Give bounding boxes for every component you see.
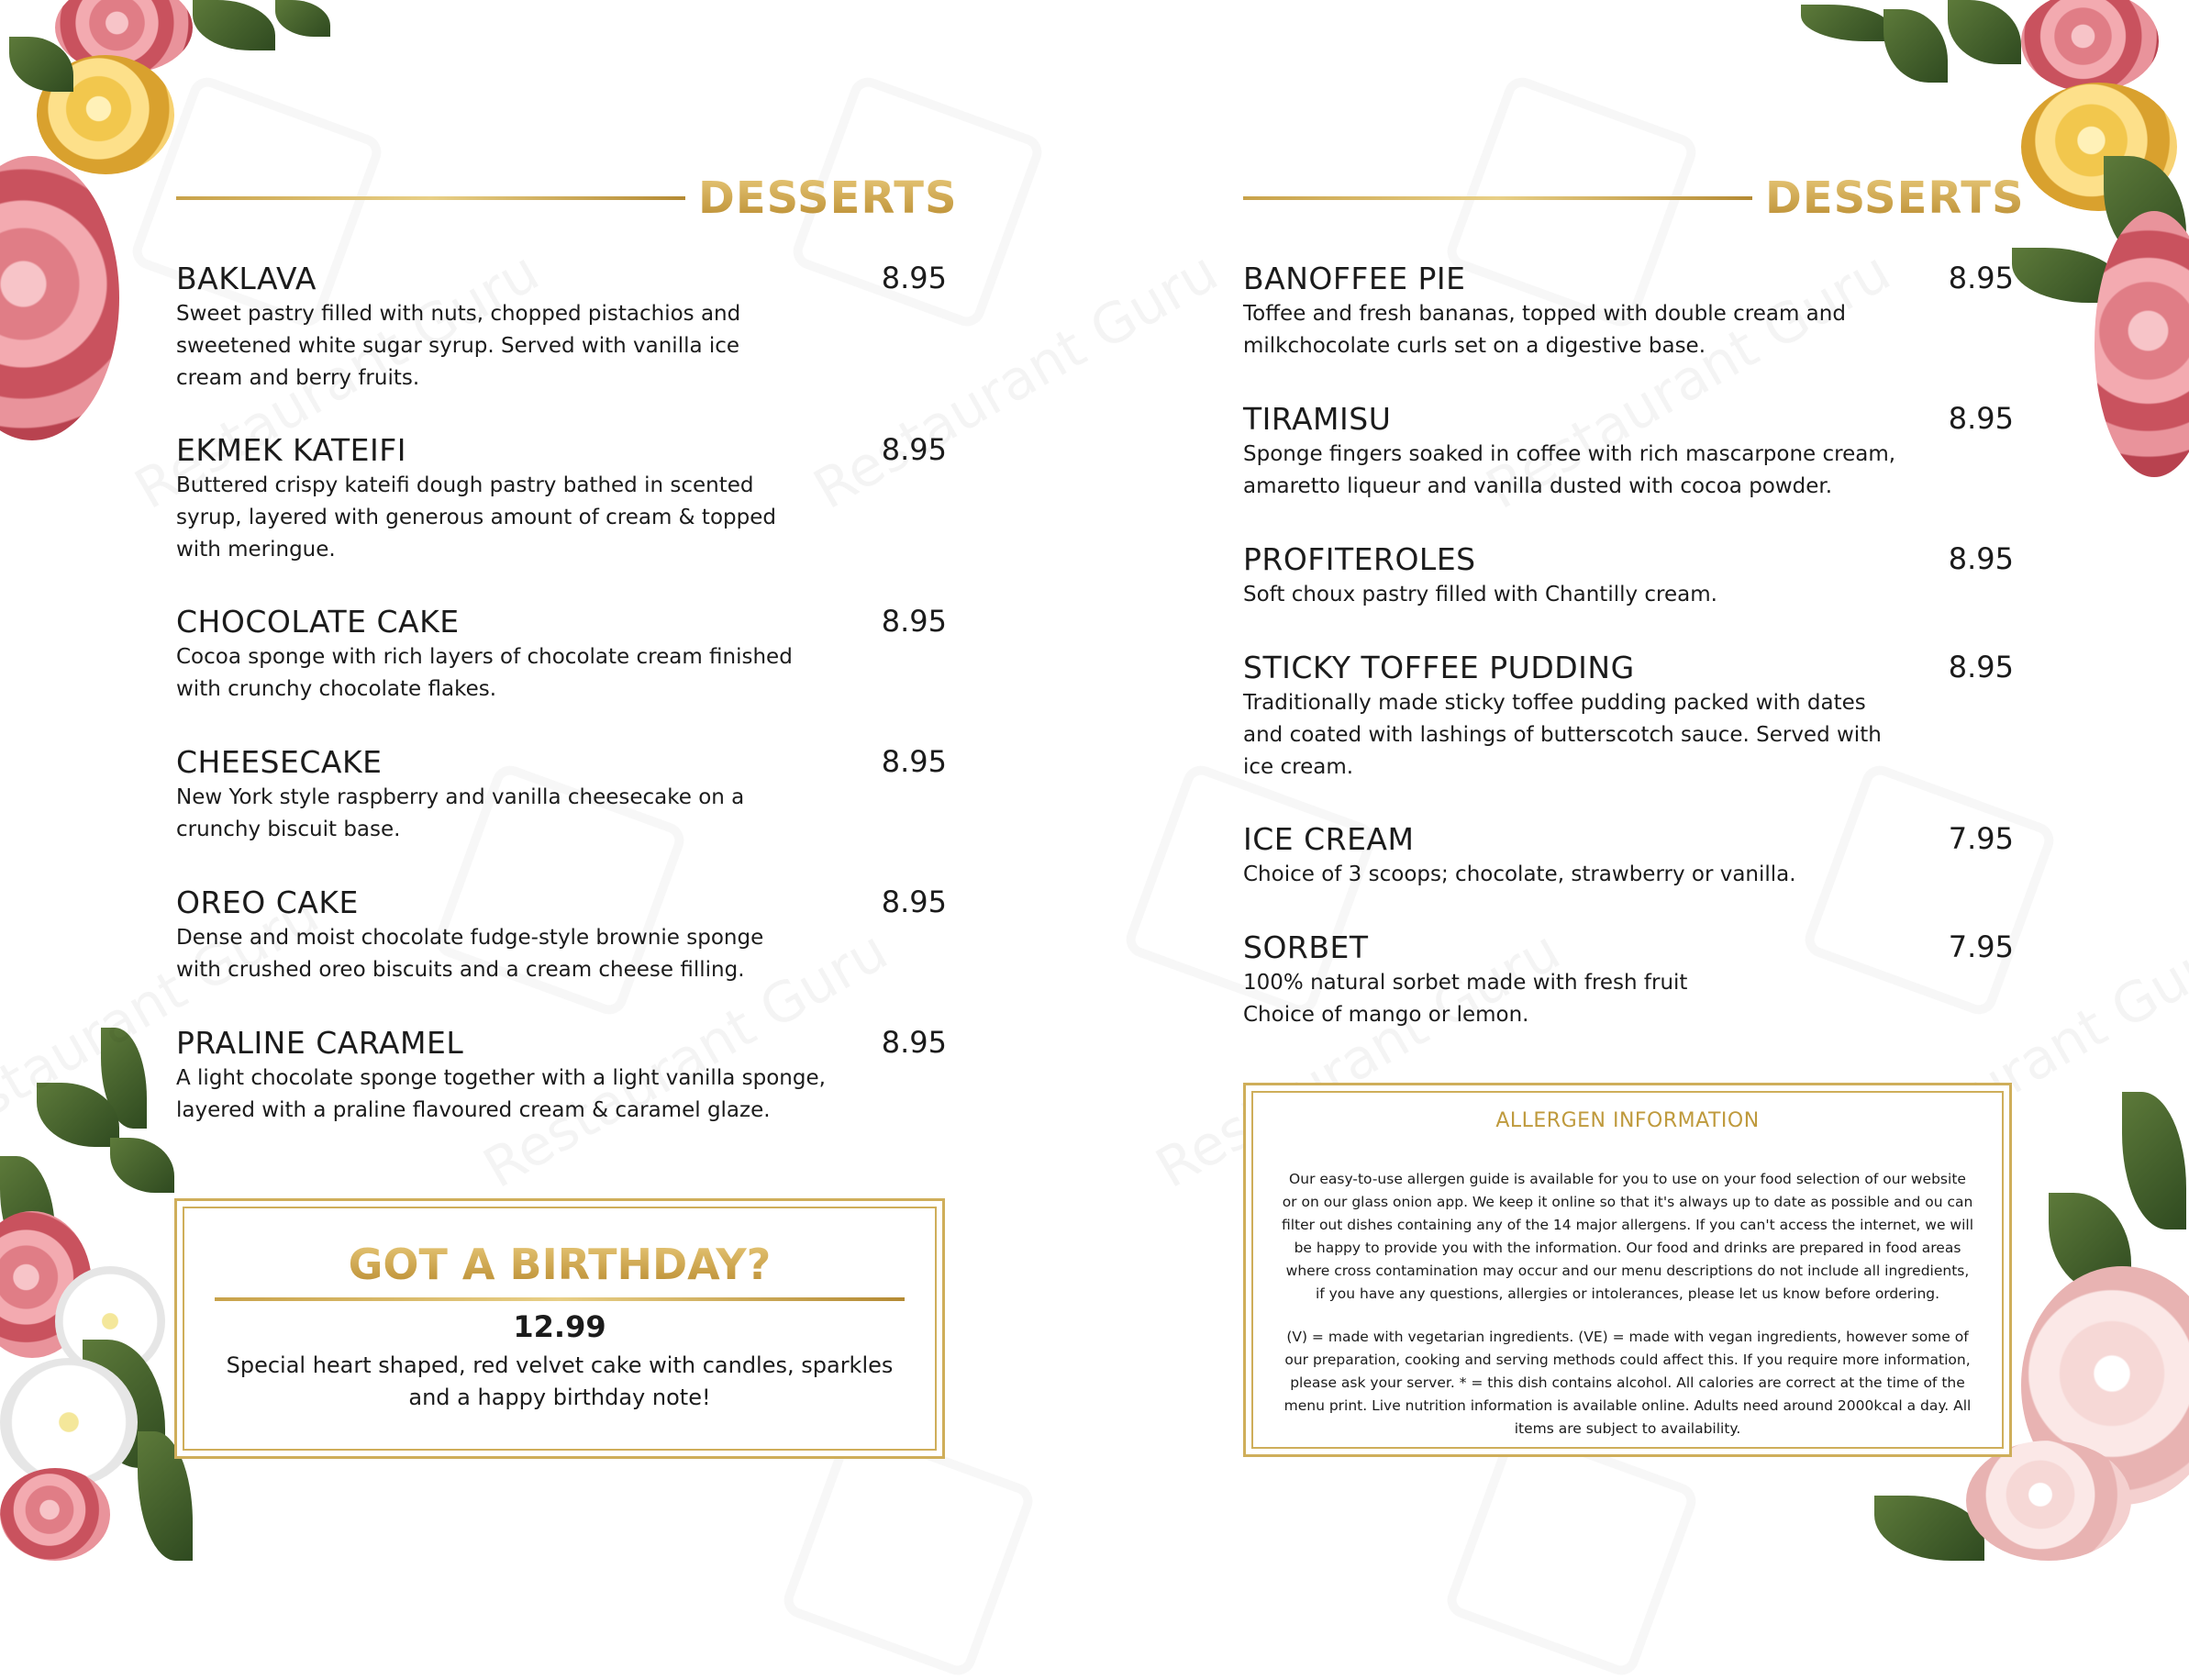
item-price: 8.95 [1948, 401, 2014, 436]
item-name: EKMEK KATEIFI [176, 432, 406, 468]
item-description: 100% natural sorbet made with fresh fruit Choice of mango or lemon. [1243, 971, 1688, 1027]
rose-decoration [2021, 0, 2159, 92]
item-price: 8.95 [881, 604, 947, 639]
birthday-title: GOT A BIRTHDAY? [177, 1240, 942, 1289]
menu-item [1243, 401, 2014, 503]
item-price: 8.95 [881, 261, 947, 295]
item-price: 8.95 [1948, 650, 2014, 684]
leaf-decoration [110, 1138, 174, 1193]
leaf-decoration [1801, 5, 1893, 41]
allergen-legend: (V) = made with vegetarian ingredients. (VE) = made with vegan ingredients, however some of our preparation, cooking and serving methods could affect this. If you require more information, please ask your server. * = this dish contains alcohol. All calories are correct at the time of the menu print. Live nutrition information is available online. Adults need around 2000kcal a day. All items are subject to availability. [1283, 1329, 1972, 1437]
lily-decoration [0, 1358, 138, 1486]
item-name: BANOFFEE PIE [1243, 261, 1466, 296]
rose-decoration [2095, 211, 2189, 477]
item-price: 7.95 [1948, 929, 2014, 964]
rose-decoration [0, 1468, 110, 1561]
item-description: A light chocolate sponge together with a light vanilla sponge, layered with a praline flavoured cream & caramel glaze. [176, 1066, 826, 1122]
item-description: Buttered crispy kateifi dough pastry bathed in scented syrup, layered with generous amount of cream & topped with meringue. [176, 473, 776, 562]
item-price: 8.95 [1948, 541, 2014, 576]
allergen-box [1243, 1083, 2012, 1457]
item-description: Traditionally made sticky toffee pudding packed with dates and coated with lashings of butterscotch sauce. Served with ice cream. [1243, 691, 1882, 779]
item-name: TIRAMISU [1243, 401, 1392, 437]
menu-item [176, 432, 947, 566]
item-name: CHOCOLATE CAKE [176, 604, 460, 640]
birthday-price: 12.99 [513, 1309, 606, 1344]
item-price: 8.95 [881, 744, 947, 779]
item-name: CHEESECAKE [176, 744, 383, 780]
rose-decoration [0, 156, 119, 440]
birthday-box [174, 1198, 945, 1459]
leaf-decoration [1948, 0, 2021, 64]
pink-rose-decoration [1966, 1441, 2131, 1561]
right-page [1094, 0, 2189, 1561]
item-name: BAKLAVA [176, 261, 317, 296]
item-name: OREO CAKE [176, 885, 359, 920]
leaf-decoration [193, 0, 275, 50]
leaf-decoration [2122, 1092, 2186, 1229]
menu-item [176, 744, 947, 846]
watermark-logo [779, 1421, 1038, 1680]
item-description: Sweet pastry filled with nuts, chopped pistachios and sweetened white sugar syrup. Served with vanilla ice cream and berry fruits. [176, 302, 741, 390]
section-title: DESSERTS [698, 172, 958, 224]
item-price: 8.95 [881, 885, 947, 919]
heading-rule [176, 196, 685, 200]
section-heading [1243, 172, 2025, 224]
item-description: Soft choux pastry filled with Chantilly cream. [1243, 583, 1717, 606]
menu-item [176, 261, 947, 395]
menu-item [1243, 821, 2014, 891]
birthday-description: Special heart shaped, red velvet cake with candles, sparkles and a happy birthday note! [226, 1352, 894, 1410]
leaf-decoration [1883, 9, 1948, 83]
allergen-title: ALLERGEN INFORMATION [1495, 1109, 1760, 1132]
section-heading [176, 172, 958, 224]
item-name: ICE CREAM [1243, 821, 1415, 857]
section-title: DESSERTS [1765, 172, 2025, 224]
item-description: Toffee and fresh bananas, topped with double cream and milkchocolate curls set on a digestive base. [1243, 302, 1846, 358]
item-name: SORBET [1243, 929, 1369, 965]
item-price: 8.95 [881, 1025, 947, 1060]
menu-item [1243, 541, 2014, 611]
menu-item [176, 885, 947, 986]
item-name: STICKY TOFFEE PUDDING [1243, 650, 1635, 685]
item-description: Sponge fingers soaked in coffee with rich mascarpone cream, amaretto liqueur and vanilla dusted with cocoa powder. [1243, 442, 1896, 498]
item-price: 7.95 [1948, 821, 2014, 856]
left-page [0, 0, 1094, 1561]
item-name: PRALINE CARAMEL [176, 1025, 464, 1061]
item-description: New York style raspberry and vanilla cheesecake on a crunchy biscuit base. [176, 785, 745, 841]
item-description: Choice of 3 scoops; chocolate, strawberry or vanilla. [1243, 862, 1796, 886]
watermark-logo [1442, 1421, 1701, 1680]
item-price: 8.95 [1948, 261, 2014, 295]
item-description: Cocoa sponge with rich layers of chocolate cream finished with crunchy chocolate flakes. [176, 645, 793, 701]
item-price: 8.95 [881, 432, 947, 467]
menu-item [1243, 650, 2014, 784]
menu-item [176, 604, 947, 706]
heading-rule [1243, 196, 1752, 200]
item-name: PROFITEROLES [1243, 541, 1476, 577]
leaf-decoration [275, 0, 330, 37]
item-description: Dense and moist chocolate fudge-style brownie sponge with crushed oreo biscuits and a cream cheese filling. [176, 926, 764, 982]
menu-item [176, 1025, 947, 1127]
menu-item [1243, 261, 2014, 362]
menu-item [1243, 929, 2014, 1031]
birthday-rule [215, 1297, 905, 1301]
allergen-paragraph: Our easy-to-use allergen guide is available for you to use on your food selection of our website or on our glass onion app. We keep it online so that it's always up to date as possible and ou can filter out dishes containing any of the 14 major allergens. If you can't access the internet, we will be happy to provide you with the information. Our food and drinks are prepared in food areas where cross contamination may occur and our menu descriptions do not include all ingredients, if you have any questions, allergies or intolerances, please let us know before ordering. [1281, 1171, 1974, 1302]
